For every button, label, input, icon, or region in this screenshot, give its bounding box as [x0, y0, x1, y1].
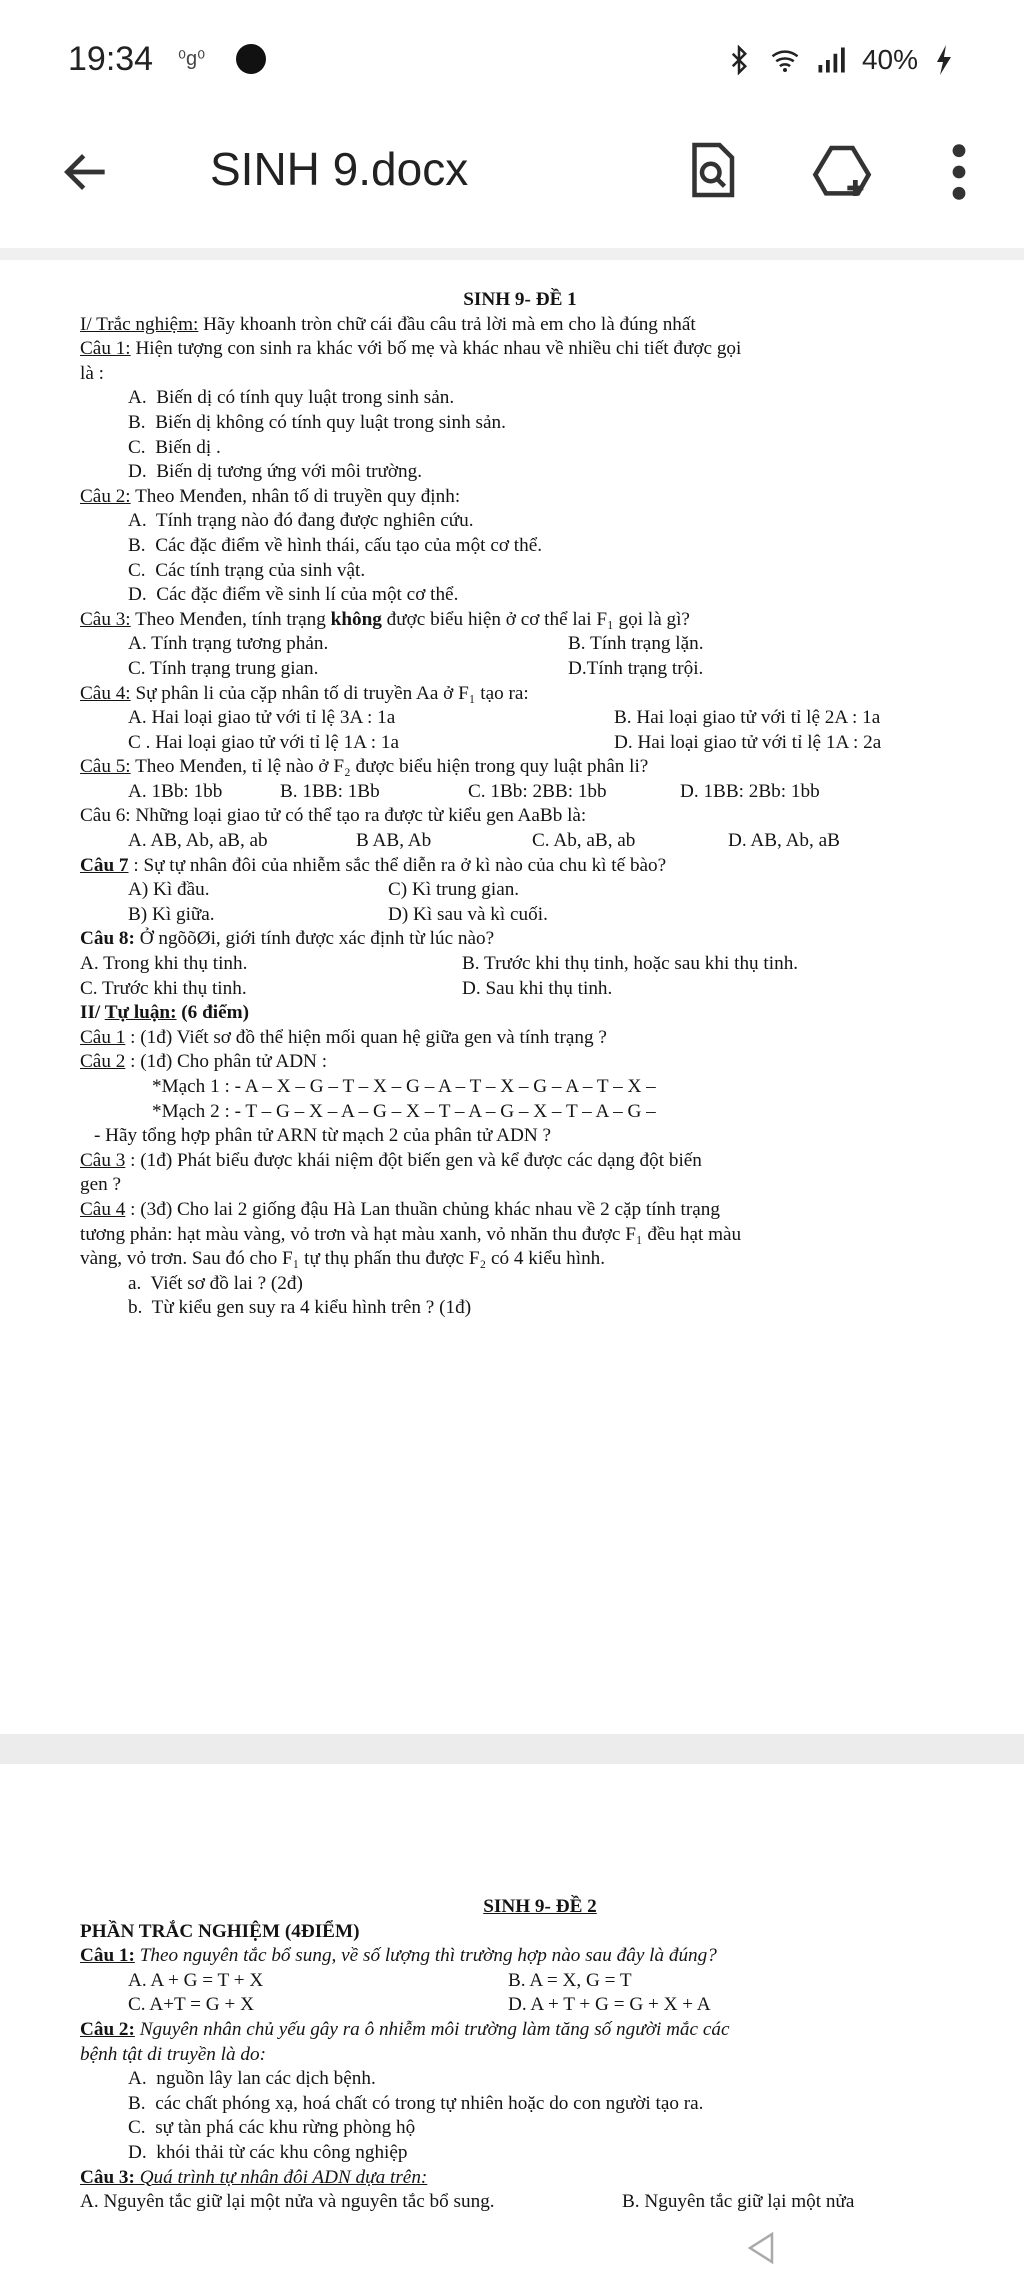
- question-cont: bệnh tật di truyền là do:: [80, 2043, 266, 2065]
- question: Câu 3: Quá trình tự nhân đôi ADN dựa trên:: [80, 2166, 428, 2188]
- option: C. Các tính trạng của sinh vật.: [128, 559, 366, 581]
- more-options-icon[interactable]: [944, 140, 974, 204]
- question-cont: là :: [80, 362, 104, 384]
- page-divider: [0, 1734, 1024, 1764]
- document-page-1: [80, 288, 960, 1321]
- page-title: SINH 9- ĐỀ 2: [483, 1896, 597, 1917]
- wifi-icon: [770, 45, 800, 75]
- option-row: A. Tính trạng tương phản. B. Tính trạng lặn.: [128, 633, 704, 655]
- dna-strand: *Mạch 1 : - A – X – G – T – X – G – A – T – X – G – A – T – X –: [152, 1076, 656, 1097]
- question: Câu 4: Sự phân li của cặp nhân tố di truyền Aa ở F₁ tạo ra:: [80, 682, 529, 704]
- option-row: A. Hai loại giao tử với tỉ lệ 3A : 1a B. Hai loại giao tử với tỉ lệ 2A : 1a: [128, 707, 881, 729]
- option-row: B) Kì giữa. D) Kì sau và kì cuối.: [128, 903, 548, 925]
- status-bar: [0, 0, 1024, 120]
- option-row: A) Kì đầu. C) Kì trung gian.: [128, 879, 520, 901]
- option: A. nguồn lây lan các dịch bệnh.: [128, 2068, 376, 2090]
- section-heading: II/ Tự luận: (6 điểm): [80, 1002, 249, 1024]
- essay-subtask: b. Từ kiểu gen suy ra 4 kiểu hình trên ? (1đ): [128, 1297, 472, 1319]
- option-row: A. A + G = T + X B. A = X, G = T: [128, 1969, 632, 1991]
- document-title: SINH 9.docx: [210, 143, 469, 195]
- section-heading: I/ Trắc nghiệm: Hãy khoanh tròn chữ cái đầu câu trả lời mà em cho là đúng nhất: [80, 313, 696, 335]
- essay-question-cont: gen ?: [80, 1174, 122, 1196]
- essay-question: Câu 4 : (3đ) Cho lai 2 giống đậu Hà Lan thuần chủng khác nhau về 2 cặp tính trạng: [80, 1198, 720, 1220]
- option-row: C. Tính trạng trung gian. D.Tính trạng trội.: [128, 657, 704, 679]
- bluetooth-icon: [724, 45, 754, 75]
- dna-strand: *Mạch 2 : - T – G – X – A – G – X – T – A – G – X – T – A – G –: [152, 1100, 656, 1122]
- status-time: 19:34: [68, 40, 154, 78]
- question: Câu 1: Theo nguyên tắc bổ sung, về số lượng thì trường hợp nào sau đây là đúng?: [80, 1945, 717, 1967]
- question: Câu 6: Những loại giao tử có thể tạo ra được từ kiểu gen AaBb là:: [80, 805, 587, 827]
- option: A. Biến dị có tính quy luật trong sinh sản.: [128, 387, 455, 409]
- option-row: C . Hai loại giao tử với tỉ lệ 1A : 1a D. Hai loại giao tử với tỉ lệ 1A : 2a: [128, 731, 882, 753]
- question: Câu 1: Hiện tượng con sinh ra khác với bố mẹ và khác nhau về nhiều chi tiết được gọi: [80, 338, 742, 360]
- back-nav-icon[interactable]: [742, 2228, 782, 2268]
- option-row: A. Nguyên tắc giữ lại một nửa và nguyên tắc bổ sung. B. Nguyên tắc giữ lại một nửa: [80, 2191, 855, 2213]
- question: Câu 5: Theo Menđen, tỉ lệ nào ở F₂ được biểu hiện trong quy luật phân li?: [80, 756, 649, 778]
- signal-icon: [816, 45, 846, 75]
- essay-question: Câu 1 : (1đ) Viết sơ đồ thể hiện mối quan hệ giữa gen và tính trạng ?: [80, 1026, 607, 1048]
- cellular-data-icon: ⁰g⁰: [178, 48, 206, 70]
- option: D. khói thải từ các khu công nghiệp: [128, 2141, 408, 2163]
- essay-question-cont: vàng, vỏ trơn. Sau đó cho F₁ tự thụ phấn thu được F₂ có 4 kiểu hình.: [80, 1248, 606, 1270]
- add-to-drive-icon[interactable]: [810, 140, 874, 204]
- messenger-icon: [236, 44, 266, 74]
- essay-task: - Hãy tổng hợp phân tử ARN từ mạch 2 của phân tử ADN ?: [94, 1125, 551, 1147]
- essay-question: Câu 2 : (1đ) Cho phân tử ADN :: [80, 1051, 328, 1073]
- option-row: C. Trước khi thụ tinh. D. Sau khi thụ tinh.: [80, 977, 613, 999]
- option-row: A. AB, Ab, aB, ab B AB, Ab C. Ab, aB, ab D. AB, Ab, aB: [128, 830, 840, 852]
- question: Câu 2: Nguyên nhân chủ yếu gây ra ô nhiễm môi trường làm tăng số người mắc các: [80, 2018, 730, 2040]
- question: Câu 8: Ở ngõõØi, giới tính được xác định từ lúc nào?: [80, 928, 495, 950]
- question: Câu 3: Theo Menđen, tính trạng không được biểu hiện ở cơ thể lai F₁ gọi là gì?: [80, 608, 690, 630]
- app-bar: [0, 120, 1024, 220]
- page-title: SINH 9- ĐỀ 1: [463, 289, 577, 310]
- page-divider-top: [0, 248, 1024, 260]
- option: C. Biến dị .: [128, 436, 221, 458]
- document-page-2: [80, 1895, 960, 2215]
- option-row: A. 1Bb: 1bb B. 1BB: 1Bb C. 1Bb: 2BB: 1bb D. 1BB: 2Bb: 1bb: [128, 780, 820, 802]
- option: C. sự tàn phá các khu rừng phòng hộ: [128, 2117, 416, 2139]
- battery-percent: 40%: [861, 44, 918, 75]
- option: A. Tính trạng nào đó đang được nghiên cứu.: [128, 510, 474, 532]
- battery-charging-icon: [934, 44, 954, 76]
- option: B. Biến dị không có tính quy luật trong sinh sản.: [128, 411, 506, 433]
- option: B. Các đặc điểm về hình thái, cấu tạo của một cơ thể.: [128, 534, 543, 556]
- option: B. các chất phóng xạ, hoá chất có trong tự nhiên hoặc do con người tạo ra.: [128, 2092, 704, 2114]
- essay-question: Câu 3 : (1đ) Phát biểu được khái niệm đột biến gen và kể được các dạng đột biến: [80, 1149, 702, 1171]
- question: Câu 2: Theo Menđen, nhân tố di truyền quy định:: [80, 485, 461, 507]
- option: D. Các đặc điểm về sinh lí của một cơ thể.: [128, 584, 459, 606]
- section-heading: PHẦN TRẮC NGHIỆM (4ĐIỂM): [80, 1920, 360, 1942]
- option-row: C. A+T = G + X D. A + T + G = G + X + A: [128, 1994, 711, 2016]
- option-row: A. Trong khi thụ tinh. B. Trước khi thụ tinh, hoặc sau khi thụ tinh.: [80, 953, 799, 975]
- question: Câu 7 : Sự tự nhân đôi của nhiễm sắc thể diễn ra ở kì nào của chu kì tế bào?: [80, 854, 667, 876]
- back-arrow-icon[interactable]: [58, 144, 114, 200]
- essay-question-cont: tương phản: hạt màu vàng, vỏ trơn và hạt màu xanh, vỏ nhăn thu được F₁ đều hạt màu: [80, 1223, 742, 1245]
- find-in-document-icon[interactable]: [682, 140, 742, 200]
- option: D. Biến dị tương ứng với môi trường.: [128, 461, 423, 483]
- essay-subtask: a. Viết sơ đồ lai ? (2đ): [128, 1272, 303, 1294]
